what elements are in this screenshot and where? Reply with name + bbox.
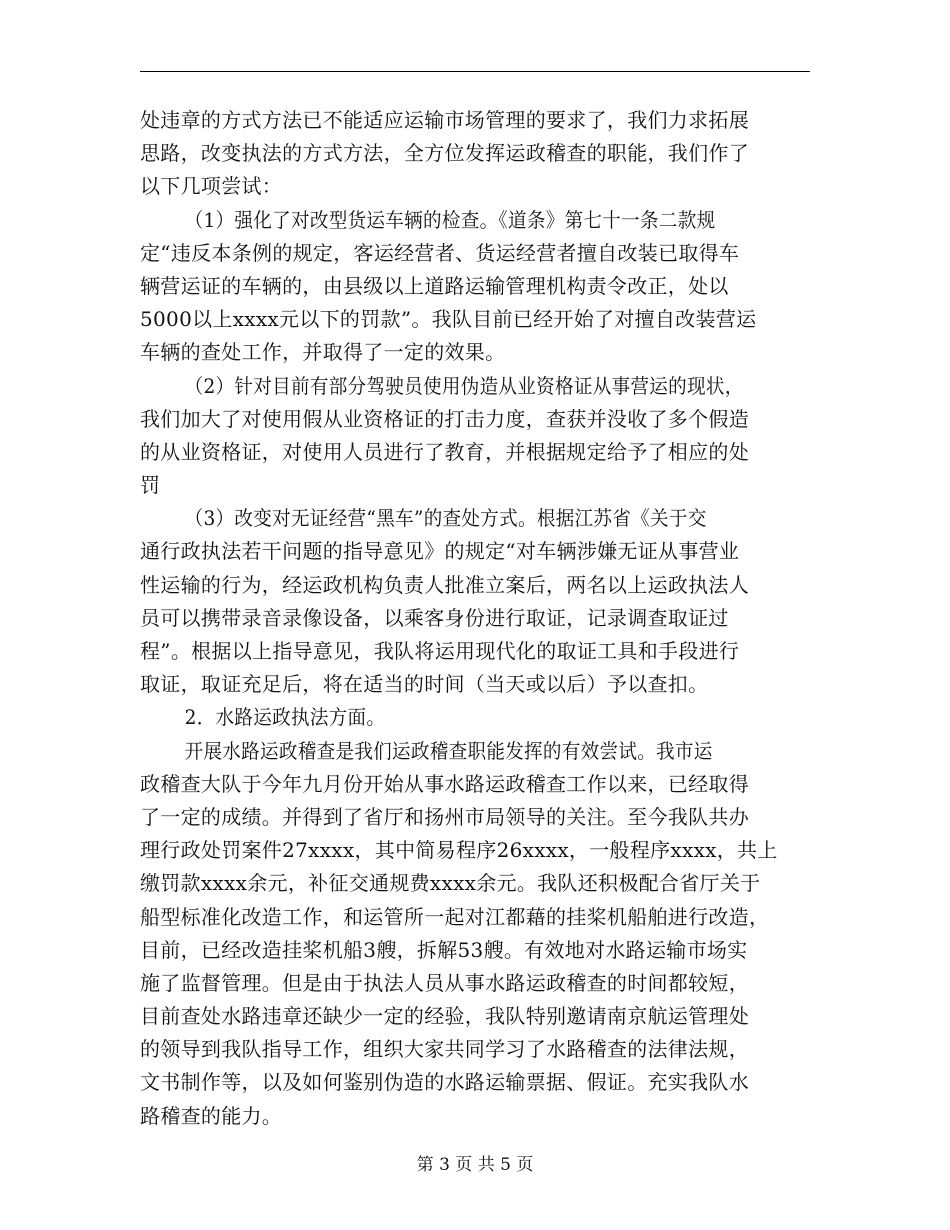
text-line: 取证，取证充足后，将在适当的时间（当天或以后）予以查扣。: [140, 672, 709, 697]
text-line: 政稽查大队于今年九月份开始从事水路运政稽查工作以来，已经取得: [140, 771, 749, 796]
text-line: 定“违反本条例的规定，客运经营者、货运经营者擅自改装已取得车: [140, 240, 740, 265]
text-line: 开展水路运政稽查是我们运政稽查职能发挥的有效尝试。我市运: [184, 738, 713, 763]
text-line: 通行政执法若干问题的指导意见》的规定“对车辆涉嫌无证从事营业: [140, 539, 740, 564]
text-line: 目前，已经改造挂桨机船3艘，拆解53艘。有效地对水路运输市场实: [140, 937, 748, 962]
text-line: 目前查处水路违章还缺少一定的经验，我队特别邀请南京航运管理处: [140, 1004, 749, 1029]
body-text: [140, 104, 820, 1133]
text-line: 的从业资格证，对使用人员进行了教育，并根据规定给予了相应的处: [140, 439, 749, 464]
text-line: 理行政处罚案件27xxxx，其中简易程序26xxxx，一般程序xxxx，共上: [140, 838, 778, 863]
text-line: 罚: [140, 473, 161, 498]
text-line: 施了监督管理。但是由于执法人员从事水路运政稽查的时间都较短，: [140, 970, 749, 995]
text-line: （3）改变对无证经营“黑车”的查处方式。根据江苏省《关于交: [184, 506, 707, 531]
text-line: 的领导到我队指导工作，组织大家共同学习了水路稽查的法律法规，: [140, 1037, 749, 1062]
text-line: 了一定的成绩。并得到了省厅和扬州市局领导的关注。至今我队共办: [140, 804, 749, 829]
text-line: 车辆的查处工作，并取得了一定的效果。: [140, 340, 506, 365]
text-line: 路稽查的能力。: [140, 1103, 283, 1128]
text-line: 程”。根据以上指导意见，我队将运用现代化的取证工具和手段进行: [140, 639, 740, 663]
text-line: 思路，改变执法的方式方法，全方位发挥运政稽查的职能，我们作了: [140, 141, 749, 166]
text-line: 性运输的行为，经运政机构负责人批准立案后，两名以上运政执法人: [140, 572, 749, 597]
header-rule: [140, 71, 810, 72]
text-line: 2．水路运政执法方面。: [184, 705, 386, 730]
text-line: 文书制作等，以及如何鉴别伪造的水路运输票据、假证。充实我队水: [140, 1070, 749, 1095]
text-line: （1）强化了对改型货运车辆的检查。《道条》第七十一条二款规: [184, 207, 716, 232]
text-line: 缴罚款xxxx余元，补征交通规费xxxx余元。我队还积极配合省厅关于: [140, 871, 761, 896]
text-line: 船型标准化改造工作，和运管所一起对江都藉的挂桨机船舶进行改造，: [140, 904, 770, 929]
text-line: 我们加大了对使用假从业资格证的打击力度，查获并没收了多个假造: [140, 406, 749, 431]
text-line: 辆营运证的车辆的，由县级以上道路运输管理机构责令改正，处以: [140, 273, 729, 298]
page-footer: 第 3 页 共 5 页: [416, 1155, 534, 1175]
text-line: 5000以上xxxx元以下的罚款”。我队目前已经开始了对擅自改装营运: [140, 307, 757, 332]
text-line: 以下几项尝试：: [140, 174, 283, 199]
text-line: 处违章的方式方法已不能适应运输市场管理的要求了，我们力求拓展: [140, 108, 749, 132]
text-line: （2）针对目前有部分驾驶员使用伪造从业资格证从事营运的现状，: [184, 373, 744, 398]
text-line: 员可以携带录音录像设备，以乘客身份进行取证，记录调查取证过: [140, 605, 729, 630]
